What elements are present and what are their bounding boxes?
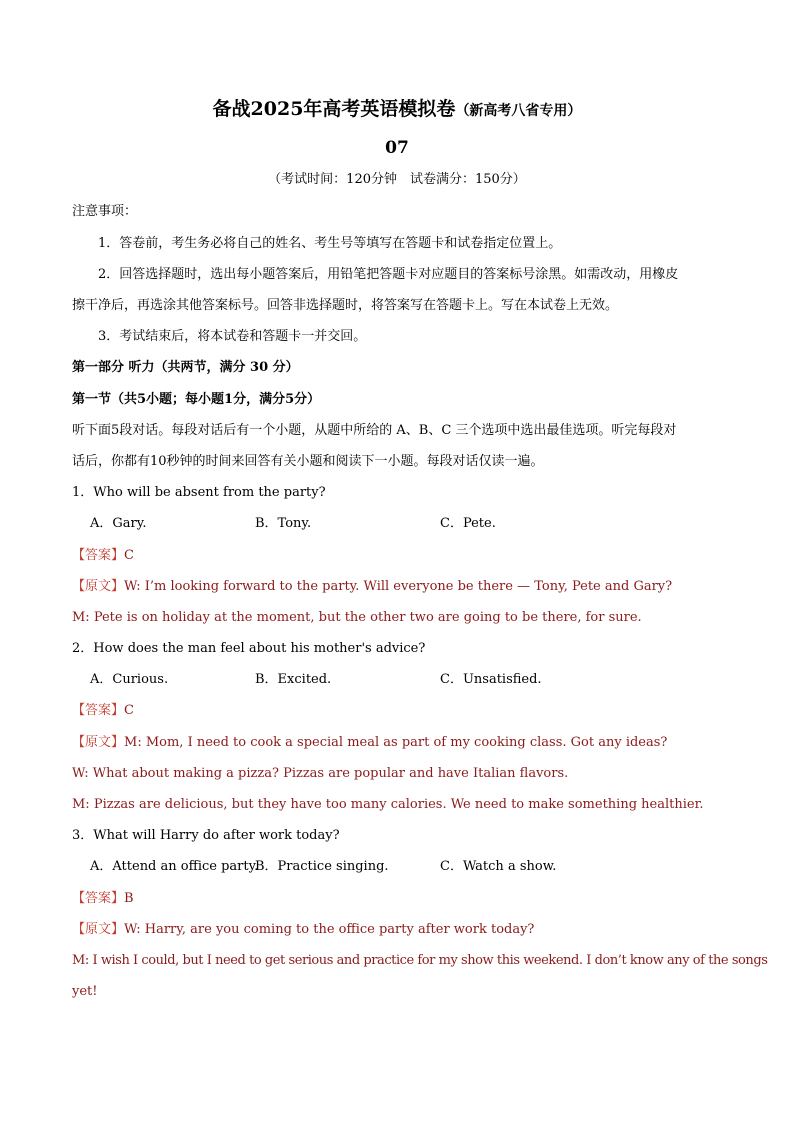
answer-value: C: [124, 548, 134, 563]
question-3-stem: 3．What will Harry do after work today?: [72, 828, 340, 843]
answer-label: 【答案】: [72, 703, 125, 718]
question-1-answer: [72, 548, 722, 564]
question-2-answer: [72, 703, 722, 719]
question-1-transcript-line-1: [72, 579, 722, 595]
exam-subtitle: （新高考八省专用）: [455, 103, 582, 119]
transcript-label: 【原文】: [72, 579, 125, 594]
transcript-text: W: Harry, are you coming to the office party after work today?: [124, 922, 535, 937]
part1-instructions-line-1: 听下面5段对话。每段对话后有一个小题，从题中所给的 A、B、C 三个选项中选出最佳选项。听完每段对: [72, 423, 677, 438]
question-2-option-c: C．Unsatisfied.: [440, 672, 542, 687]
question-1-transcript-line-2: M: Pete is on holiday at the moment, but the other two are going to be there, for sure.: [72, 610, 642, 625]
part1-instructions-line-2: 话后，你都有10秒钟的时间来回答有关小题和阅读下一小题。每段对话仅读一遍。: [72, 454, 544, 469]
question-2-transcript-line-2: W: What about making a pizza? Pizzas are popular and have Italian flavors.: [72, 766, 569, 781]
question-3-option-c: C．Watch a show.: [440, 859, 557, 874]
section1-heading: 第一节（共5小题；每小题1分，满分5分）: [72, 392, 321, 407]
transcript-text: W: I’m looking forward to the party. Will everyone be there — Tony, Pete and Gary?: [124, 579, 673, 594]
transcript-label: 【原文】: [72, 735, 125, 750]
notice-item-2-line-1: 2．回答选择题时，选出每小题答案后，用铅笔把答题卡对应题目的答案标号涂黑。如需改动，用橡皮: [98, 267, 679, 282]
question-2-transcript-line-3: M: Pizzas are delicious, but they have too many calories. We need to make something healthier.: [72, 797, 704, 812]
question-2-option-a: A．Curious.: [90, 672, 169, 687]
notice-item-3: 3．考试结束后，将本试卷和答题卡一并交回。: [98, 329, 367, 344]
notice-item-2-line-2: 擦干净后，再选涂其他答案标号。回答非选择题时，将答案写在答题卡上。写在本试卷上无效。: [72, 298, 619, 313]
exam-number: 07: [385, 138, 409, 158]
question-2-option-b: B．Excited.: [255, 672, 332, 687]
notice-item-1: 1．答卷前，考生务必将自己的姓名、考生号等填写在答题卡和试卷指定位置上。: [98, 236, 562, 251]
exam-info: （考试时间：120分钟 试卷满分：150分）: [268, 172, 526, 187]
answer-label: 【答案】: [72, 548, 125, 563]
exam-title: 备战2025年高考英语模拟卷: [212, 98, 456, 120]
answer-value: B: [124, 891, 134, 906]
question-1-option-a: A．Gary.: [90, 516, 147, 531]
answer-value: C: [124, 703, 134, 718]
question-1-option-c: C．Pete.: [440, 516, 496, 531]
question-3-transcript-line-2: M: I wish I could, but I need to get serious and practice for my show this weekend. I don’t know any of the songs: [72, 953, 768, 968]
notice-heading: 注意事项：: [72, 204, 138, 219]
transcript-text: M: Mom, I need to cook a special meal as part of my cooking class. Got any ideas?: [124, 735, 668, 750]
question-3-answer: [72, 891, 722, 907]
question-3-option-b: B．Practice singing.: [255, 859, 389, 874]
question-2-transcript-line-1: [72, 735, 722, 751]
part1-heading: 第一部分 听力（共两节，满分 30 分）: [72, 360, 299, 375]
question-1-option-b: B．Tony.: [255, 516, 312, 531]
transcript-label: 【原文】: [72, 922, 125, 937]
question-3-transcript-line-1: [72, 922, 722, 938]
question-1-stem: 1．Who will be absent from the party?: [72, 485, 326, 500]
question-3-transcript-line-3: yet!: [72, 984, 98, 999]
question-3-option-a: A．Attend an office party.: [90, 859, 259, 874]
exam-title-line: [0, 98, 794, 120]
question-2-stem: 2．How does the man feel about his mother's advice?: [72, 641, 426, 656]
answer-label: 【答案】: [72, 891, 125, 906]
